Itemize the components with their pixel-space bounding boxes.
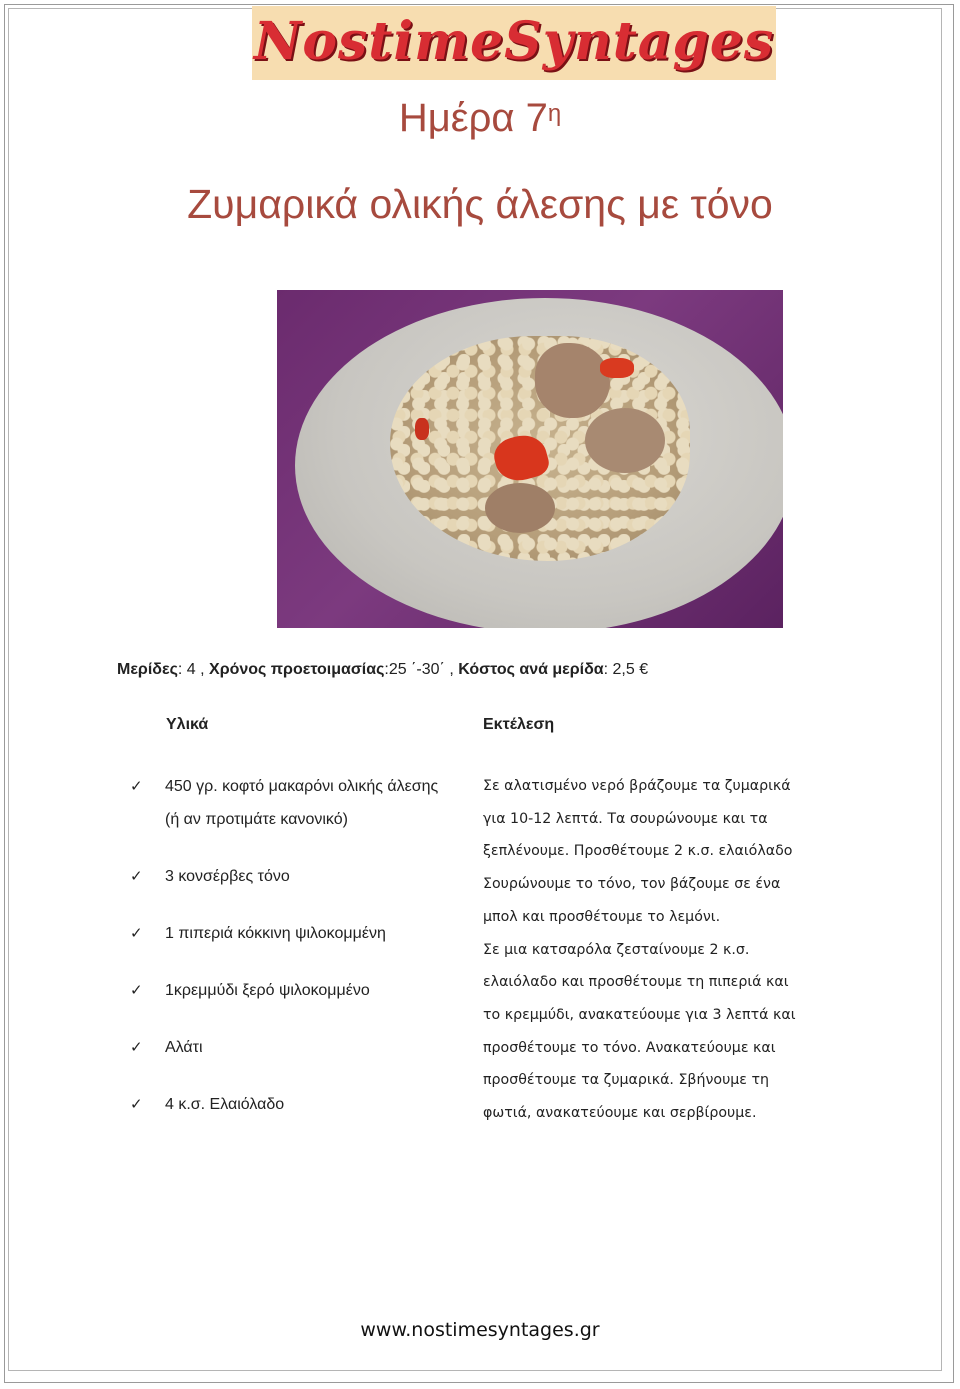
check-mark-icon: ✓ [130,868,143,885]
dish-photo [277,290,783,628]
servings-value: : 4 , [177,661,210,678]
pepper-piece [415,418,429,440]
tuna-piece [585,408,665,473]
ingredient-text: 4 κ.σ. Ελαιόλαδο [165,1096,285,1113]
ingredient-item [130,1031,450,1064]
footer-url[interactable]: www.nostimesyntages.gr [360,1319,600,1341]
method-line: Σε μια κατσαρόλα ζεσταίνουμε 2 κ.σ. [483,941,750,958]
ingredient-text: 1 πιπεριά κόκκινη ψιλοκομμένη [165,925,386,942]
cost-value: : 2,5 € [603,661,649,678]
ingredients-heading: Υλικά [166,716,209,733]
method-line: Σε αλατισμένο νερό βράζουμε τα ζυμαρικά [483,778,791,794]
method-line: το κρεμμύδι, ανακατεύουμε για 3 λεπτά και [483,1006,796,1023]
method-line: φωτιά, ανακατεύουμε και σερβίρουμε. [483,1105,757,1122]
cost-label: Κόστος ανά μερίδα [458,661,604,678]
pepper-piece [600,358,634,378]
tuna-piece [535,343,610,418]
ingredient-text: 1κρεμμύδι ξερό ψιλοκομμένο [165,982,370,999]
prep-label: Χρόνος προετοιμασίας [209,661,385,678]
tuna-piece [485,483,555,533]
ingredient-item [130,974,450,1007]
logo-text: NostimeSyntages [253,11,775,72]
check-mark-icon: ✓ [130,925,143,942]
plate-shape [295,298,783,628]
method-line: ξεπλένουμε. Προσθέτουμε 2 κ.σ. ελαιόλαδο [483,843,793,860]
recipe-title: Ζυμαρικά ολικής άλεσης με τόνο [187,181,773,227]
day-heading [0,90,960,146]
ingredient-item [130,770,450,836]
method-line: προσθέτουμε το τόνο. Ανακατεύουμε και [483,1039,776,1056]
check-mark-icon: ✓ [130,982,143,999]
ingredients-list [130,770,450,1121]
method-line: προσθέτουμε τα ζυμαρικά. Σβήνουμε τη [483,1072,770,1089]
site-logo[interactable] [252,6,776,80]
method-text [483,770,838,1130]
day-label: Ημέρα 7 [398,96,548,140]
ingredient-text: 3 κονσέρβες τόνο [165,868,290,885]
day-superscript: η [547,100,562,127]
servings-label: Μερίδες [117,661,178,678]
check-mark-icon: ✓ [130,778,143,795]
check-mark-icon: ✓ [130,1096,143,1113]
ingredient-item [130,860,450,893]
method-line: ελαιόλαδο και προσθέτουμε τη πιπεριά και [483,974,789,991]
ingredient-item [130,917,450,950]
check-mark-icon: ✓ [130,1039,143,1056]
method-heading: Εκτέλεση [483,716,555,733]
ingredient-item [130,1088,450,1121]
method-line: μπολ και προσθέτουμε το λεμόνι. [483,908,721,925]
ingredient-text: 450 γρ. κοφτό μακαρόνι ολικής άλεσης (ή αν προτιμάτε κανονικό) [165,778,439,828]
method-line: για 10-12 λεπτά. Τα σουρώνουμε και τα [483,810,768,827]
prep-value: :25 ΄-30΄ , [384,661,459,678]
recipe-meta [117,658,837,682]
ingredient-text: Αλάτι [165,1039,203,1056]
method-line: Σουρώνουμε το τόνο, τον βάζουμε σε ένα [483,876,781,893]
